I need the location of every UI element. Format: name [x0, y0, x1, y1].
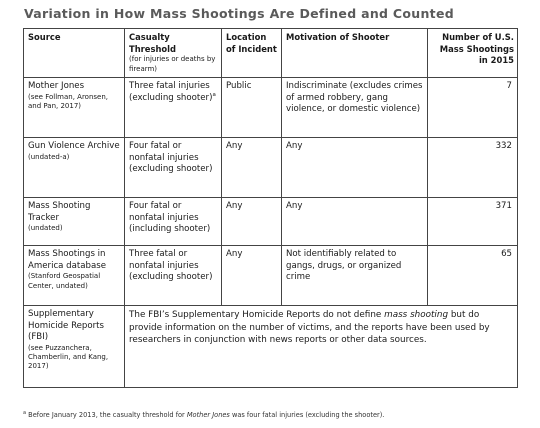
table-row	[24, 198, 518, 246]
table-row	[24, 138, 518, 198]
cell-source: Supplementary Homicide Reports (FBI) (see Puzzanchera, Chamberlin, and Kang, 2017)	[24, 306, 125, 388]
footnote-mark: a	[23, 409, 27, 416]
cell-source: Mass Shootings in America database (Stanford Geospatial Center, undated)	[24, 246, 125, 306]
footnote-marker: a	[212, 91, 216, 98]
mass-shootings-table	[23, 28, 518, 388]
cell-casualty: Three fatal or nonfatal injuries (excluding shooter)	[125, 246, 222, 306]
footnote: $^a$ Before January 2013, the casualty threshold for Mother Jones was four fatal injuries (excluding the shooter).	[23, 409, 385, 419]
cell-motivation: Any	[282, 198, 428, 246]
header-casualty-subtitle: (for injuries or deaths by firearm)	[129, 55, 216, 73]
cell-source: Gun Violence Archive (undated-a)	[24, 138, 125, 198]
cell-motivation: Any	[282, 138, 428, 198]
header-casualty-threshold: Casualty Threshold (for injuries or deaths by firearm)	[125, 29, 222, 78]
table-row	[24, 78, 518, 138]
header-location: Location of Incident	[222, 29, 282, 78]
cell-location: Any	[222, 246, 282, 306]
table-row-fbi	[24, 306, 518, 388]
table-row	[24, 246, 518, 306]
cell-source: Mass Shooting Tracker (undated)	[24, 198, 125, 246]
cell-number: 371	[428, 198, 518, 246]
table-title: Variation in How Mass Shootings Are Defined and Counted	[24, 6, 454, 21]
cell-casualty: Three fatal injuries (excluding shooter)$^a$	[125, 78, 222, 138]
header-motivation: Motivation of Shooter	[282, 29, 428, 78]
header-row	[24, 29, 518, 78]
cell-source: Mother Jones (see Follman, Aronsen, and Pan, 2017)	[24, 78, 125, 138]
cell-fbi-description: The FBI’s Supplementary Homicide Reports do not define mass shooting but do provide information on the number of victims, and the reports have been used by researchers in conjunction with news reports or other data sources.	[125, 306, 518, 388]
header-number: Number of U.S. Mass Shootings in 2015	[428, 29, 518, 78]
cell-number: 65	[428, 246, 518, 306]
header-source: Source	[24, 29, 125, 78]
cell-casualty: Four fatal or nonfatal injuries (including shooter)	[125, 198, 222, 246]
cell-location: Any	[222, 198, 282, 246]
cell-number: 332	[428, 138, 518, 198]
cell-location: Any	[222, 138, 282, 198]
cell-motivation: Not identifiably related to gangs, drugs, or organized crime	[282, 246, 428, 306]
cell-motivation: Indiscriminate (excludes crimes of armed robbery, gang violence, or domestic violence)	[282, 78, 428, 138]
cell-casualty: Four fatal or nonfatal injuries (excluding shooter)	[125, 138, 222, 198]
cell-location: Public	[222, 78, 282, 138]
cell-number: 7	[428, 78, 518, 138]
